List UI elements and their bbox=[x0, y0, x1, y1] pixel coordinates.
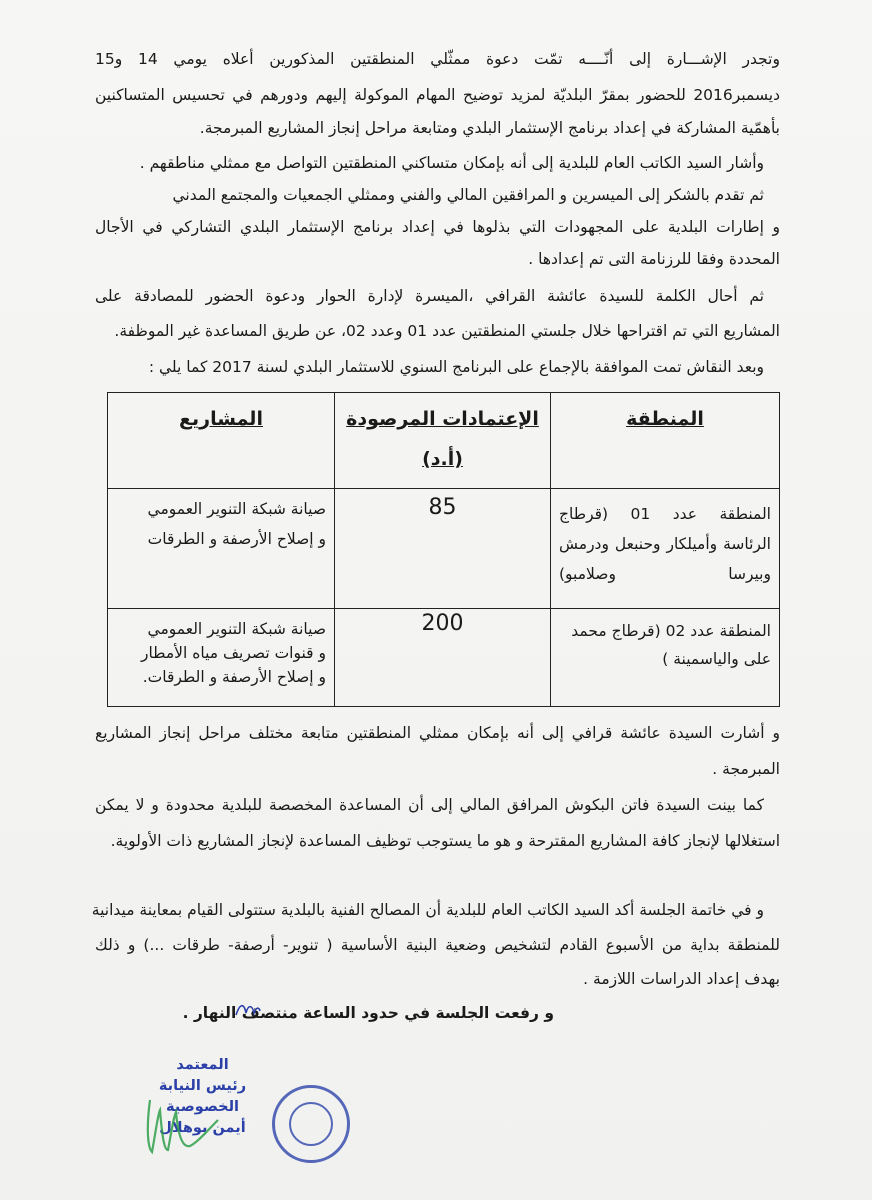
table-row bbox=[108, 609, 780, 707]
paragraph-line: ديسمبر2016 للحضور بمقرّ البلديّة لمزيد توضيح المهام الموكولة إليهم ودورهم في تحسيس المتساكنين bbox=[95, 86, 780, 104]
paragraph-line: بأهمّية المشاركة في إعداد برنامج الإستثمار البلدي ومتابعة مراحل إنجاز المشاريع المبرمجة. bbox=[199, 119, 780, 137]
paragraph-line: كما بينت السيدة فاتن البكوش المرافق المالي إلى أن المساعدة المخصصة للبلدية محدودة و لا يمكن bbox=[95, 796, 764, 814]
paragraph-line: المشاريع التي تم اقتراحها خلال جلستي المنطقتين عدد 01 وعدد 02، عن طريق المساعدة غير الموظفة. bbox=[114, 322, 780, 340]
official-stamp bbox=[272, 1085, 350, 1163]
header-region: المنطقة bbox=[551, 393, 780, 489]
signature-name: أيمن بوهلال bbox=[159, 1120, 246, 1136]
closing-line: و رفعت الجلسة في حدود الساعة منتصف النهار . bbox=[182, 1004, 554, 1022]
amount-cell: 85 bbox=[335, 489, 551, 609]
paragraph-line: المحددة وفقا للرزنامة التى تم إعدادها . bbox=[528, 250, 780, 268]
header-amount: الإعتمادات المرصودة (أ.د) bbox=[335, 393, 551, 489]
projects-cell: صيانة شبكة التنوير العمومي و إصلاح الأرصفة و الطرقات bbox=[108, 489, 335, 609]
paragraph-line: استغلالها لإنجاز كافة المشاريع المقترحة و هو ما يستوجب توظيف المساعدة لإنجاز المشاريع ذات الأولوية. bbox=[110, 832, 780, 850]
paragraph-line: وتجدر الإشـــارة إلى أنّــــه تمّت دعوة ممثّلي المنطقتين المذكورين أعلاه يومي 14 و15 bbox=[95, 50, 780, 68]
signature-title: المعتمد bbox=[176, 1057, 229, 1073]
table-header-row bbox=[108, 393, 780, 489]
projects-table bbox=[107, 392, 780, 707]
paragraph-line: ثم أحال الكلمة للسيدة عائشة القرافي ،الميسرة لإدارة الحوار ودعوة الحضور للمصادقة على bbox=[95, 287, 764, 305]
region-cell: المنطقة عدد 02 (قرطاج محمد على والياسمينة ) bbox=[551, 609, 780, 707]
paragraph-line: للمنطقة بداية من الأسبوع القادم لتشخيص وضعية البنية الأساسية ( تنوير- أرصفة- طرقات ...) و ذلك bbox=[95, 936, 780, 954]
paragraph-line: المبرمجة . bbox=[712, 760, 780, 778]
projects-cell: صيانة شبكة التنوير العمومي و قنوات تصريف مياه الأمطار و إصلاح الأرصفة و الطرقات. bbox=[108, 609, 335, 707]
signature-role: رئيس النيابة الخصوصية bbox=[158, 1078, 247, 1115]
paragraph-line: وبعد النقاش تمت الموافقة بالإجماع على البرنامج السنوي للاستثمار البلدي لسنة 2017 كما يلي : bbox=[148, 358, 764, 376]
paragraph-line: ثم تقدم بالشكر إلى الميسرين و المرافقين المالي والفني وممثلي الجمعيات والمجتمع المدني bbox=[172, 186, 764, 204]
amount-cell: 200 bbox=[335, 609, 551, 707]
paragraph-line: و إطارات البلدية على المجهودات التي بذلوها في إعداد برنامج الإستثمار البلدي التشاركي في الأجال bbox=[95, 218, 780, 236]
region-cell: المنطقة عدد 01 (قرطاج الرئاسة وأميلكار وحنبعل ودرمش وبيرسا وصلامبو) bbox=[551, 489, 780, 609]
handwritten-signature bbox=[120, 1090, 230, 1160]
initials-signature bbox=[234, 1001, 262, 1019]
paragraph-line: و في خاتمة الجلسة أكد السيد الكاتب العام للبلدية أن المصالح الفنية بالبلدية ستتولى القيام بمعاينة ميدانية bbox=[91, 901, 764, 919]
paragraph-line: وأشار السيد الكاتب العام للبلدية إلى أنه بإمكان متساكني المنطقتين التواصل مع ممثلي مناطقهم . bbox=[139, 154, 764, 172]
table-row bbox=[108, 489, 780, 609]
paragraph-line: بهدف إعداد الدراسات اللازمة . bbox=[583, 970, 780, 988]
paragraph-line: و أشارت السيدة عائشة قرافي إلى أنه بإمكان ممثلي المنطقتين متابعة مختلف مراحل إنجاز المشاريع bbox=[95, 724, 780, 742]
header-projects: المشاريع bbox=[108, 393, 335, 489]
